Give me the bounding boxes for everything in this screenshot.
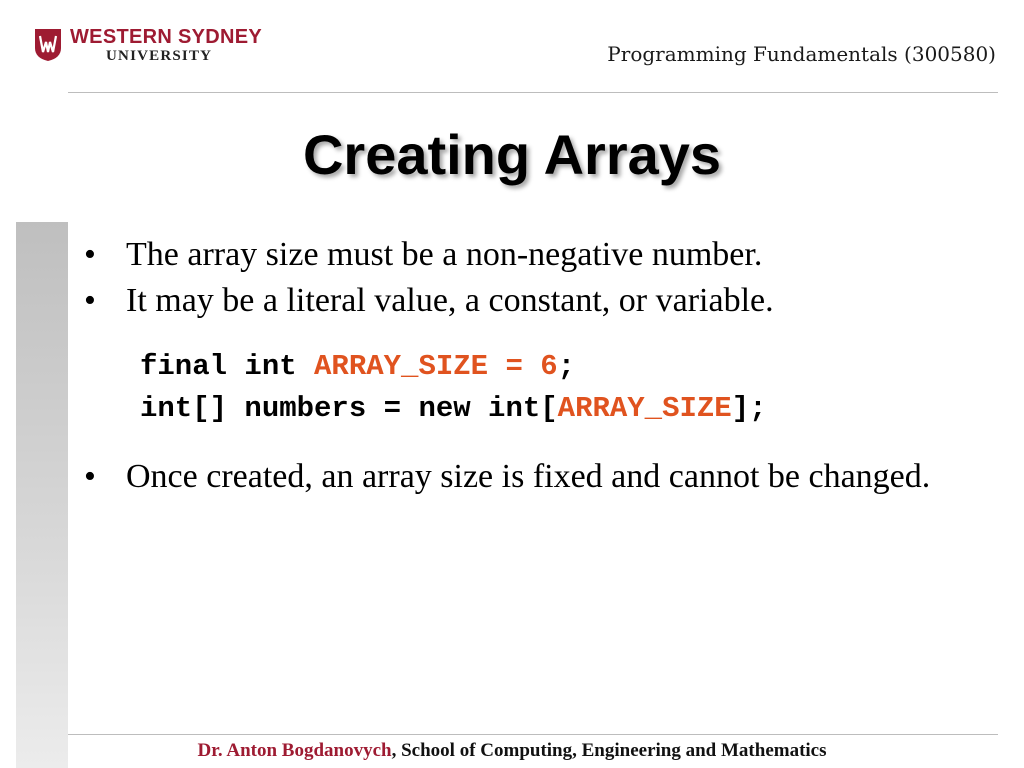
bullet-text: It may be a literal value, a constant, or variable. [126,282,774,319]
code-punct: ; [557,350,576,383]
bullet-marker: • [84,236,96,273]
university-logo [34,26,264,68]
code-punct: ]; [731,392,767,425]
footer-divider [68,734,998,735]
bullet-item [84,232,984,278]
bullet-list [84,232,984,500]
bullet-marker: • [84,282,96,319]
course-title: Programming Fundamentals (300580) [607,42,996,66]
logo-text-line1: WESTERN SYDNEY [70,26,263,48]
footer-school: , School of Computing, Engineering and Mathematics [391,740,827,761]
bullet-item [84,278,984,324]
code-keyword: final int [140,350,315,383]
footer [0,740,1024,762]
code-highlight: ARRAY_SIZE = 6 [314,350,558,383]
logo-text-line2: UNIVERSITY [106,48,213,64]
bullet-item [84,454,984,500]
code-line-2 [140,388,984,430]
bullet-marker: • [84,458,96,495]
code-line-1 [140,346,984,388]
code-keyword: int[] numbers = new int[ [140,392,558,425]
slide-title: Creating Arrays [302,123,722,186]
left-decorative-bar [16,222,68,768]
header-divider [68,92,998,93]
code-block [140,346,984,430]
bullet-text: The array size must be a non-negative number. [126,236,763,273]
shield-icon [34,28,62,62]
footer-author: Dr. Anton Bogdanovych [197,740,392,761]
code-highlight: ARRAY_SIZE [557,392,732,425]
bullet-text: Once created, an array size is fixed and cannot be changed. [126,458,931,495]
